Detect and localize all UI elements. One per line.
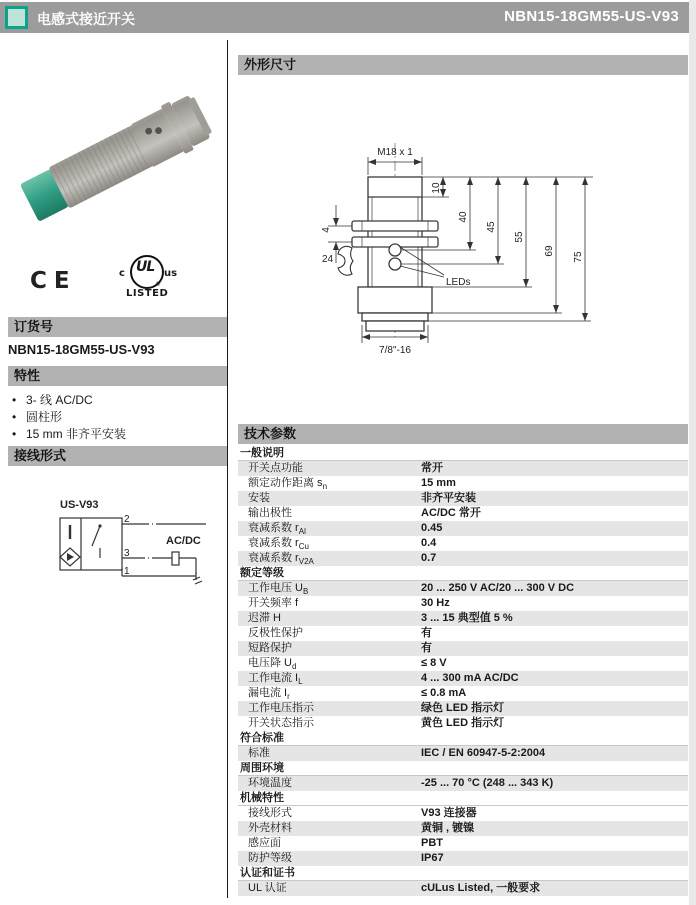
tech-row-label: 开关点功能 (248, 462, 303, 474)
tech-row-value: 0.45 (421, 522, 443, 534)
tech-row-label: 防护等级 (248, 852, 292, 864)
tech-row-value: 30 Hz (421, 597, 450, 609)
tech-row-value: cULus Listed, 一般要求 (421, 882, 541, 894)
wrench-size-label: 24 (322, 254, 334, 265)
tech-row-label: 衰减系数 $r_{Al}$ (248, 522, 306, 537)
tech-row-value: 0.7 (421, 552, 437, 564)
tech-row (238, 611, 688, 626)
order-number-section-bar: 订货号 (8, 317, 227, 337)
tech-row-label: 输出极性 (248, 507, 292, 519)
ul-registered: ® (155, 281, 161, 288)
tech-row (238, 686, 688, 701)
tech-row-value: 常开 (421, 462, 443, 474)
ul-listed-label: LISTED (126, 288, 169, 299)
tech-section-bar: 技术参数 (238, 424, 688, 444)
connector-thread-label: 7/8"-16 (379, 345, 411, 356)
tech-row (238, 626, 688, 641)
ul-c-label: c (119, 268, 125, 279)
column-divider-line (227, 40, 228, 898)
tech-row-value: 0.4 (421, 537, 437, 549)
part-number-header: NBN15-18GM55-US-V93 (504, 8, 679, 25)
dim-69-label: 69 (544, 245, 555, 257)
tech-section-title: 一般说明 (238, 446, 688, 461)
tech-row-value: 3 ... 15 典型值 5 % (421, 612, 513, 624)
tech-section-title: 机械特性 (238, 791, 688, 806)
tech-row-label: 开关状态指示 (248, 717, 314, 729)
tech-row (238, 491, 688, 506)
dim-10-label: 10 (431, 182, 442, 194)
tech-row-label: 工作电压 $U_B$ (248, 582, 309, 597)
tech-table (238, 446, 688, 896)
ul-listed-logo (113, 255, 183, 303)
tech-row (238, 806, 688, 821)
wiring-diagram (24, 492, 214, 592)
tech-row (238, 701, 688, 716)
tech-row-label: 开关频率 f (248, 597, 299, 609)
feature-item: • 3- 线 AC/DC (12, 392, 126, 409)
ul-circle-icon (130, 255, 164, 289)
tech-row-label: 外壳材料 (248, 822, 292, 834)
ul-mark-text: UL (136, 259, 155, 275)
tech-row (238, 836, 688, 851)
leds-label: LEDs (446, 277, 471, 288)
page-header-bar (0, 2, 689, 33)
ul-us-label: us (164, 268, 178, 279)
tech-row-label: 标准 (248, 747, 270, 759)
supply-label: AC/DC (166, 535, 201, 547)
tech-row-label: 衰减系数 $r_{V2A}$ (248, 552, 314, 567)
tech-row-label: 感应面 (248, 837, 281, 849)
tech-row (238, 656, 688, 671)
tech-row-value: IP67 (421, 852, 444, 864)
pin-2-label: 2 (124, 514, 130, 525)
tech-row-value: 20 ... 250 V AC/20 ... 300 V DC (421, 582, 575, 594)
features-list (12, 392, 126, 443)
tech-row-value: AC/DC 常开 (421, 507, 481, 519)
tech-row-value: 15 mm (421, 477, 456, 489)
tech-row-value: 黄铜 , 镀镍 (421, 822, 475, 834)
tech-row (238, 881, 688, 896)
tech-row-label: 漏电流 $I_r$ (248, 687, 290, 702)
product-category-icon (5, 6, 28, 29)
tech-row-value: -25 ... 70 °C (248 ... 343 K) (421, 777, 554, 789)
tech-row (238, 671, 688, 686)
tech-row-label: 短路保护 (248, 642, 292, 654)
tech-row-value: ≤ 8 V (421, 657, 447, 669)
connection-section-bar: 接线形式 (8, 446, 227, 466)
tech-row (238, 596, 688, 611)
tech-row-value: V93 连接器 (421, 807, 477, 819)
tech-row (238, 851, 688, 866)
tech-row (238, 461, 688, 476)
tech-row (238, 581, 688, 596)
product-category-title: 电感式接近开关 (37, 11, 135, 27)
tech-row-label: 安装 (248, 492, 270, 504)
thread-size-label: M18 x 1 (377, 147, 413, 158)
pin-3-label: 3 (124, 548, 130, 559)
tech-row-value: 有 (421, 627, 432, 639)
tech-row (238, 821, 688, 836)
tech-row (238, 506, 688, 521)
tech-row-value: ≤ 0.8 mA (421, 687, 467, 699)
tech-row-label: 工作电流 $I_L$ (248, 672, 303, 687)
ce-mark: CE (30, 268, 77, 294)
tech-row (238, 776, 688, 791)
features-section-bar: 特性 (8, 366, 227, 386)
dimensions-section-bar: 外形尺寸 (238, 55, 688, 75)
dim-75-label: 75 (573, 251, 584, 263)
tech-row-label: UL 认证 (248, 882, 287, 894)
tech-row-label: 工作电压指示 (248, 702, 314, 714)
feature-item: • 圆柱形 (12, 409, 126, 426)
dim-55-label: 55 (514, 231, 525, 243)
tech-row-value: 4 ... 300 mA AC/DC (421, 672, 519, 684)
tech-section-title: 认证和证书 (238, 866, 688, 881)
product-photo (14, 48, 219, 253)
tech-row-label: 额定动作距离 $s_n$ (248, 477, 328, 492)
tech-row (238, 716, 688, 731)
tech-row-value: 黄色 LED 指示灯 (421, 717, 505, 729)
tech-row (238, 746, 688, 761)
tech-row-label: 衰减系数 $r_{Cu}$ (248, 537, 309, 552)
tech-row-label: 接线形式 (248, 807, 292, 819)
tech-row-value: 绿色 LED 指示灯 (421, 702, 505, 714)
tech-row-label: 环境温度 (248, 777, 292, 789)
tech-row-value: 有 (421, 642, 432, 654)
tech-row-label: 电压降 $U_d$ (248, 657, 297, 672)
tech-row-label: 反极性保护 (248, 627, 303, 639)
dimension-drawing (248, 85, 688, 385)
pin-1-label: 1 (124, 566, 130, 577)
tech-row-value: PBT (421, 837, 443, 849)
tech-row (238, 551, 688, 566)
dim-45-label: 45 (486, 221, 497, 233)
tech-section-title: 额定等级 (238, 566, 688, 581)
dim-40-label: 40 (458, 211, 469, 223)
tech-row (238, 521, 688, 536)
page-edge-strip (689, 0, 696, 905)
tech-section-title: 周围环境 (238, 761, 688, 776)
wrench-icon (338, 246, 353, 275)
tech-row (238, 476, 688, 491)
tech-section-title: 符合标准 (238, 731, 688, 746)
nut-thickness-label: 4 (321, 227, 332, 233)
tech-row-label: 迟滞 H (248, 612, 281, 624)
tech-row-value: 非齐平安装 (421, 492, 476, 504)
order-number: NBN15-18GM55-US-V93 (8, 342, 155, 357)
wiring-variant-label: US-V93 (60, 499, 99, 511)
feature-item: • 15 mm 非齐平安装 (12, 426, 126, 443)
tech-row (238, 536, 688, 551)
tech-row (238, 641, 688, 656)
tech-row-value: IEC / EN 60947-5-2:2004 (421, 747, 546, 759)
